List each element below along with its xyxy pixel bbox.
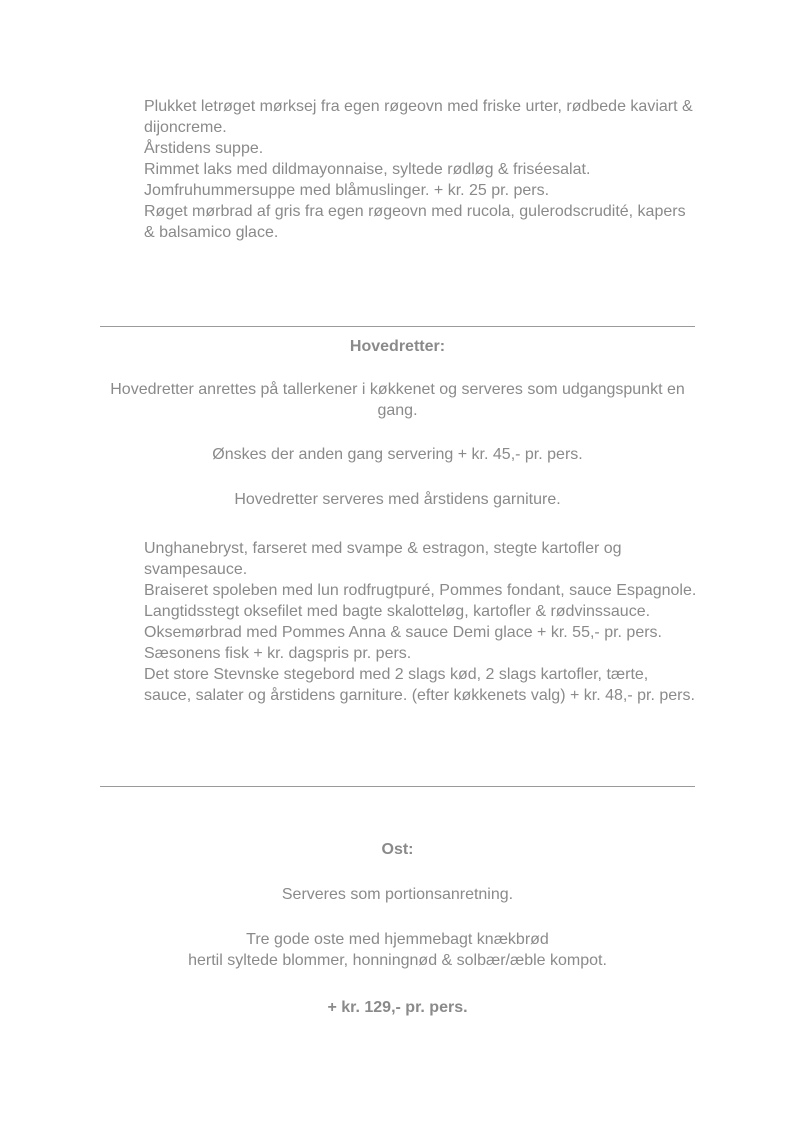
- mains-second-serving-note: Ønskes der anden gang servering + kr. 45,- pr. pers.: [212, 446, 583, 463]
- cheese-description: [100, 929, 695, 971]
- mains-list: [144, 538, 698, 706]
- starter-item: Røget mørbrad af gris fra egen røgeovn med rucola, gulerodscrudité, kapers & balsamico glace.: [144, 203, 686, 241]
- cheese-price: + kr. 129,- pr. pers.: [327, 999, 468, 1016]
- starter-item: Årstidens suppe.: [144, 140, 264, 157]
- cheese-heading: Ost:: [381, 841, 414, 858]
- mains-garnish-note: Hovedretter serveres med årstidens garniture.: [234, 491, 561, 508]
- section-divider: [100, 786, 695, 787]
- cheese-description-line1: Tre gode oste med hjemmebagt knækbrød: [246, 931, 549, 948]
- main-dish-item: Langtidsstegt oksefilet med bagte skalotteløg, kartofler & rødvinssauce.: [144, 603, 651, 620]
- starter-item: Rimmet laks med dildmayonnaise, syltede rødløg & friséesalat.: [144, 161, 591, 178]
- starter-item: Jomfruhummersuppe med blåmuslinger. + kr. 25 pr. pers.: [144, 182, 550, 199]
- cheese-description-line2: hertil syltede blommer, honningnød & solbær/æble kompot.: [188, 952, 607, 969]
- mains-intro: Hovedretter anrettes på tallerkener i køkkenet og serveres som udgangspunkt en gang.: [110, 381, 685, 419]
- mains-heading: Hovedretter:: [349, 338, 446, 355]
- starters-list: [144, 0, 695, 243]
- main-dish-item: Sæsonens fisk + kr. dagspris pr. pers.: [144, 645, 412, 662]
- cheese-serving-note: Serveres som portionsanretning.: [281, 886, 514, 903]
- main-dish-item: Det store Stevnske stegebord med 2 slags kød, 2 slags kartofler, tærte, sauce, salater og årstidens garniture. (efter køkkenets valg) + kr. 48,- pr. pers.: [144, 666, 695, 704]
- section-divider: [100, 326, 695, 327]
- main-dish-item: Unghanebryst, farseret med svampe & estragon, stegte kartofler og svampesauce.: [144, 540, 622, 578]
- starter-item: Plukket letrøget mørksej fra egen røgeovn med friske urter, rødbede kaviart & dijoncreme.: [144, 98, 693, 136]
- main-dish-item: Oksemørbrad med Pommes Anna & sauce Demi glace + kr. 55,- pr. pers.: [144, 624, 662, 641]
- main-dish-item: Braiseret spoleben med lun rodfrugtpuré, Pommes fondant, sauce Espagnole.: [144, 582, 697, 599]
